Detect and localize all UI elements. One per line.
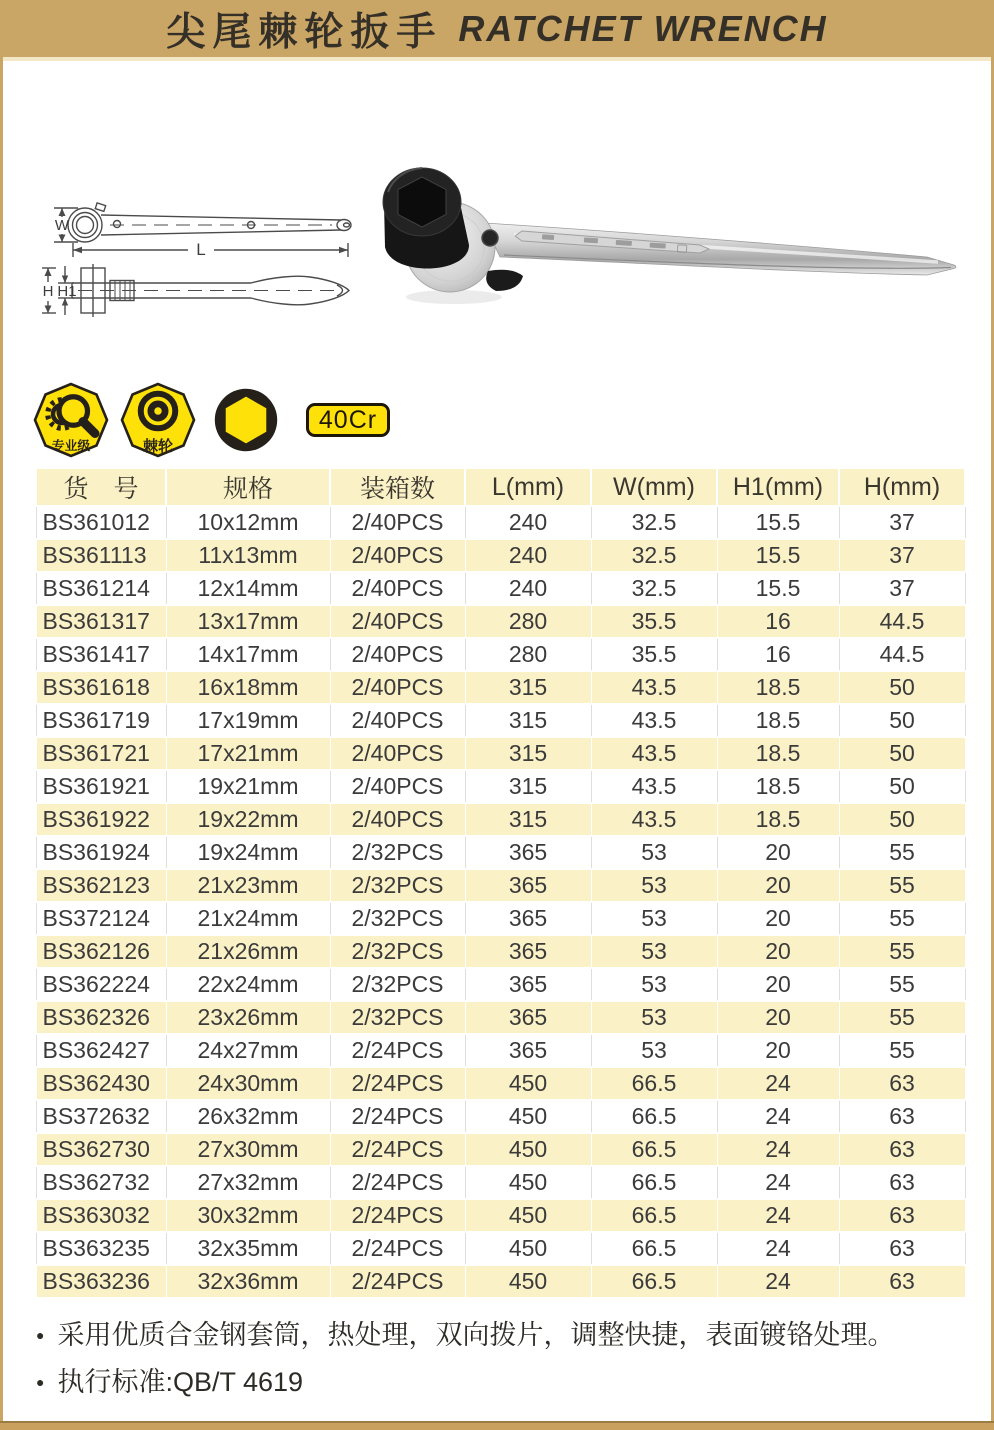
table-row: [36, 671, 965, 704]
table-cell: 63: [839, 1199, 965, 1232]
table-cell: 50: [839, 671, 965, 704]
table-cell: 43.5: [591, 770, 717, 803]
table-cell: 10x12mm: [166, 506, 330, 539]
table-cell: BS361417: [36, 638, 166, 671]
table-cell: 2/24PCS: [330, 1067, 465, 1100]
table-cell: 450: [465, 1265, 591, 1298]
table-cell: 2/40PCS: [330, 803, 465, 836]
table-row: [36, 770, 965, 803]
table-cell: 37: [839, 572, 965, 605]
table-cell: 2/24PCS: [330, 1199, 465, 1232]
table-row: [36, 539, 965, 572]
table-cell: 24: [717, 1232, 839, 1265]
table-cell: 17x19mm: [166, 704, 330, 737]
table-cell: 18.5: [717, 770, 839, 803]
table-row: [36, 803, 965, 836]
table-cell: 55: [839, 935, 965, 968]
table-cell: 27x30mm: [166, 1133, 330, 1166]
table-cell: 15.5: [717, 572, 839, 605]
table-cell: 55: [839, 1001, 965, 1034]
table-cell: 24: [717, 1166, 839, 1199]
table-cell: 50: [839, 704, 965, 737]
table-cell: 450: [465, 1100, 591, 1133]
table-cell: BS361924: [36, 836, 166, 869]
table-cell: 66.5: [591, 1100, 717, 1133]
table-cell: BS362732: [36, 1166, 166, 1199]
table-cell: 53: [591, 1001, 717, 1034]
table-cell: 2/32PCS: [330, 869, 465, 902]
table-cell: 53: [591, 935, 717, 968]
table-row: [36, 1166, 965, 1199]
table-cell: 21x26mm: [166, 935, 330, 968]
column-header-h: H(mm): [839, 468, 965, 506]
table-cell: 63: [839, 1232, 965, 1265]
table-cell: 32x35mm: [166, 1232, 330, 1265]
header-row: [36, 468, 965, 506]
table-cell: 66.5: [591, 1133, 717, 1166]
bullet-icon: ●: [36, 1374, 45, 1390]
column-header-l: L(mm): [465, 468, 591, 506]
table-cell: BS361317: [36, 605, 166, 638]
table-cell: BS361922: [36, 803, 166, 836]
table-cell: 26x32mm: [166, 1100, 330, 1133]
table-cell: 24: [717, 1133, 839, 1166]
table-cell: 365: [465, 1001, 591, 1034]
table-cell: 55: [839, 902, 965, 935]
table-cell: BS362430: [36, 1067, 166, 1100]
table-cell: 315: [465, 770, 591, 803]
table-cell: 43.5: [591, 671, 717, 704]
table-cell: 2/40PCS: [330, 671, 465, 704]
table-cell: 24: [717, 1265, 839, 1298]
table-row: [36, 968, 965, 1001]
photo-shift-lever: [486, 270, 523, 291]
table-cell: 12x14mm: [166, 572, 330, 605]
page-bottom-bar: [0, 1421, 994, 1430]
table-row: [36, 605, 965, 638]
table-cell: 66.5: [591, 1199, 717, 1232]
table-cell: 55: [839, 869, 965, 902]
bullet-icon: ●: [36, 1327, 45, 1343]
column-header-spec: 规格: [166, 468, 330, 506]
table-cell: 32.5: [591, 572, 717, 605]
table-row: [36, 638, 965, 671]
table-cell: 32x36mm: [166, 1265, 330, 1298]
table-cell: 280: [465, 605, 591, 638]
table-row: [36, 1001, 965, 1034]
table-cell: 63: [839, 1100, 965, 1133]
table-cell: 450: [465, 1199, 591, 1232]
page-left-border: [0, 0, 3, 1421]
table-cell: BS361721: [36, 737, 166, 770]
table-cell: 20: [717, 869, 839, 902]
table-cell: BS362326: [36, 1001, 166, 1034]
dim-label-h: H: [42, 283, 54, 300]
table-cell: 365: [465, 1034, 591, 1067]
table-row: [36, 572, 965, 605]
table-cell: 20: [717, 935, 839, 968]
table-cell: 17x21mm: [166, 737, 330, 770]
table-cell: 16: [717, 638, 839, 671]
table-cell: 43.5: [591, 803, 717, 836]
table-cell: 20: [717, 902, 839, 935]
table-cell: 240: [465, 539, 591, 572]
table-cell: 55: [839, 968, 965, 1001]
table-row: [36, 506, 965, 539]
table-cell: 53: [591, 869, 717, 902]
table-cell: 450: [465, 1166, 591, 1199]
table-cell: 24: [717, 1100, 839, 1133]
table-row: [36, 1133, 965, 1166]
table-cell: 50: [839, 737, 965, 770]
table-cell: 2/24PCS: [330, 1133, 465, 1166]
table-cell: 37: [839, 539, 965, 572]
table-cell: 450: [465, 1067, 591, 1100]
table-cell: 2/32PCS: [330, 836, 465, 869]
table-cell: 55: [839, 1034, 965, 1067]
table-row: [36, 1265, 965, 1298]
table-cell: 2/24PCS: [330, 1100, 465, 1133]
table-cell: BS372124: [36, 902, 166, 935]
table-cell: 450: [465, 1133, 591, 1166]
material-badge: [306, 403, 390, 437]
ratchet-label: 棘轮: [142, 437, 174, 455]
column-header-h1: H1(mm): [717, 468, 839, 506]
table-cell: 24: [717, 1067, 839, 1100]
table-cell: 450: [465, 1232, 591, 1265]
table-cell: 27x32mm: [166, 1166, 330, 1199]
table-cell: 365: [465, 902, 591, 935]
table-cell: 55: [839, 836, 965, 869]
table-cell: 19x22mm: [166, 803, 330, 836]
table-cell: 63: [839, 1133, 965, 1166]
table-row: [36, 1034, 965, 1067]
technical-drawing: [38, 158, 373, 343]
table-cell: 43.5: [591, 737, 717, 770]
table-cell: BS361012: [36, 506, 166, 539]
table-cell: 2/32PCS: [330, 935, 465, 968]
table-cell: 2/40PCS: [330, 605, 465, 638]
table-cell: 32.5: [591, 539, 717, 572]
table-cell: 2/40PCS: [330, 572, 465, 605]
note-text: 执行标准:QB/T 4619: [57, 1367, 304, 1397]
dim-label-w: W: [54, 217, 70, 234]
table-cell: 66.5: [591, 1265, 717, 1298]
column-header-packing: 装箱数: [330, 468, 465, 506]
table-cell: BS361113: [36, 539, 166, 572]
table-cell: 16: [717, 605, 839, 638]
table-cell: 53: [591, 836, 717, 869]
table-cell: 22x24mm: [166, 968, 330, 1001]
page-header: [0, 0, 994, 57]
table-cell: 20: [717, 1001, 839, 1034]
professional-grade-label: 专业级: [51, 438, 91, 453]
table-cell: 53: [591, 1034, 717, 1067]
table-cell: 365: [465, 869, 591, 902]
badge-row: [33, 381, 390, 459]
table-cell: 280: [465, 638, 591, 671]
table-cell: BS362730: [36, 1133, 166, 1166]
table-row: [36, 902, 965, 935]
table-cell: 315: [465, 671, 591, 704]
table-row: [36, 737, 965, 770]
table-cell: 23x26mm: [166, 1001, 330, 1034]
table-cell: 53: [591, 968, 717, 1001]
table-row: [36, 836, 965, 869]
table-cell: BS361719: [36, 704, 166, 737]
photo-pin: [482, 230, 498, 246]
table-cell: 35.5: [591, 638, 717, 671]
table-cell: 2/40PCS: [330, 638, 465, 671]
table-cell: 66.5: [591, 1232, 717, 1265]
table-cell: 50: [839, 770, 965, 803]
table-cell: 16x18mm: [166, 671, 330, 704]
table-cell: 13x17mm: [166, 605, 330, 638]
table-cell: 18.5: [717, 704, 839, 737]
table-cell: 15.5: [717, 539, 839, 572]
table-cell: 365: [465, 935, 591, 968]
table-cell: BS363235: [36, 1232, 166, 1265]
table-row: [36, 869, 965, 902]
table-cell: 2/40PCS: [330, 539, 465, 572]
table-cell: 66.5: [591, 1166, 717, 1199]
photo-socket: [383, 168, 469, 269]
table-cell: 2/24PCS: [330, 1232, 465, 1265]
table-row: [36, 704, 965, 737]
table-cell: 63: [839, 1166, 965, 1199]
table-cell: 11x13mm: [166, 539, 330, 572]
page-title-chinese: 尖尾棘轮扳手: [166, 10, 443, 54]
table-cell: 21x24mm: [166, 902, 330, 935]
table-cell: 2/40PCS: [330, 737, 465, 770]
table-cell: 2/40PCS: [330, 506, 465, 539]
table-cell: 32.5: [591, 506, 717, 539]
table-cell: BS362224: [36, 968, 166, 1001]
table-cell: 240: [465, 506, 591, 539]
table-row: [36, 1100, 965, 1133]
table-cell: 53: [591, 902, 717, 935]
table-cell: 2/40PCS: [330, 704, 465, 737]
spec-table-header: [36, 468, 965, 506]
table-cell: BS361618: [36, 671, 166, 704]
table-cell: 50: [839, 803, 965, 836]
table-cell: 2/40PCS: [330, 770, 465, 803]
table-cell: 35.5: [591, 605, 717, 638]
table-cell: 15.5: [717, 506, 839, 539]
hex-socket-icon: [207, 381, 285, 459]
table-cell: 20: [717, 836, 839, 869]
table-cell: BS361921: [36, 770, 166, 803]
note-text: 采用优质合金钢套筒，热处理，双向拨片，调整快捷，表面镀铬处理。: [57, 1320, 895, 1350]
table-cell: 2/32PCS: [330, 1001, 465, 1034]
table-cell: 2/24PCS: [330, 1034, 465, 1067]
table-cell: 19x21mm: [166, 770, 330, 803]
table-cell: 24x27mm: [166, 1034, 330, 1067]
table-cell: 37: [839, 506, 965, 539]
table-cell: BS362427: [36, 1034, 166, 1067]
table-cell: BS362123: [36, 869, 166, 902]
table-cell: 44.5: [839, 605, 965, 638]
table-cell: BS363236: [36, 1265, 166, 1298]
table-cell: 21x23mm: [166, 869, 330, 902]
product-notes: [36, 1312, 971, 1406]
table-row: [36, 1232, 965, 1265]
table-cell: 44.5: [839, 638, 965, 671]
table-cell: 20: [717, 968, 839, 1001]
table-cell: 63: [839, 1265, 965, 1298]
spec-table: [35, 467, 966, 1299]
spec-table-body: [36, 506, 965, 1298]
table-cell: 315: [465, 704, 591, 737]
table-cell: 43.5: [591, 704, 717, 737]
table-row: [36, 1199, 965, 1232]
table-cell: 66.5: [591, 1067, 717, 1100]
column-header-w: W(mm): [591, 468, 717, 506]
product-photo: [372, 145, 990, 350]
ratchet-icon: [120, 381, 196, 459]
table-cell: 18.5: [717, 737, 839, 770]
table-cell: 19x24mm: [166, 836, 330, 869]
table-cell: 24x30mm: [166, 1067, 330, 1100]
table-cell: 18.5: [717, 803, 839, 836]
note-item: [36, 1312, 971, 1359]
table-cell: BS361214: [36, 572, 166, 605]
table-row: [36, 1067, 965, 1100]
table-cell: BS362126: [36, 935, 166, 968]
table-cell: 20: [717, 1034, 839, 1067]
dim-label-l: L: [196, 240, 206, 259]
table-cell: 365: [465, 968, 591, 1001]
table-row: [36, 935, 965, 968]
table-cell: 18.5: [717, 671, 839, 704]
table-cell: 30x32mm: [166, 1199, 330, 1232]
header-underline: [3, 57, 991, 61]
dim-label-h1: H1: [57, 283, 77, 300]
table-cell: 24: [717, 1199, 839, 1232]
note-item: [36, 1359, 971, 1406]
photo-handle: [484, 223, 956, 275]
table-cell: 63: [839, 1067, 965, 1100]
table-cell: 14x17mm: [166, 638, 330, 671]
table-cell: 365: [465, 836, 591, 869]
table-cell: 2/32PCS: [330, 902, 465, 935]
table-cell: 315: [465, 737, 591, 770]
table-cell: 2/24PCS: [330, 1265, 465, 1298]
professional-grade-icon: [33, 381, 109, 459]
table-cell: 2/32PCS: [330, 968, 465, 1001]
table-cell: BS363032: [36, 1199, 166, 1232]
material-badge-label: 40Cr: [318, 405, 378, 434]
table-cell: 240: [465, 572, 591, 605]
table-cell: BS372632: [36, 1100, 166, 1133]
page-title-english: RATCHET WRENCH: [458, 7, 828, 49]
table-cell: 315: [465, 803, 591, 836]
table-cell: 2/24PCS: [330, 1166, 465, 1199]
column-header-part-no: 货 号: [36, 468, 166, 506]
